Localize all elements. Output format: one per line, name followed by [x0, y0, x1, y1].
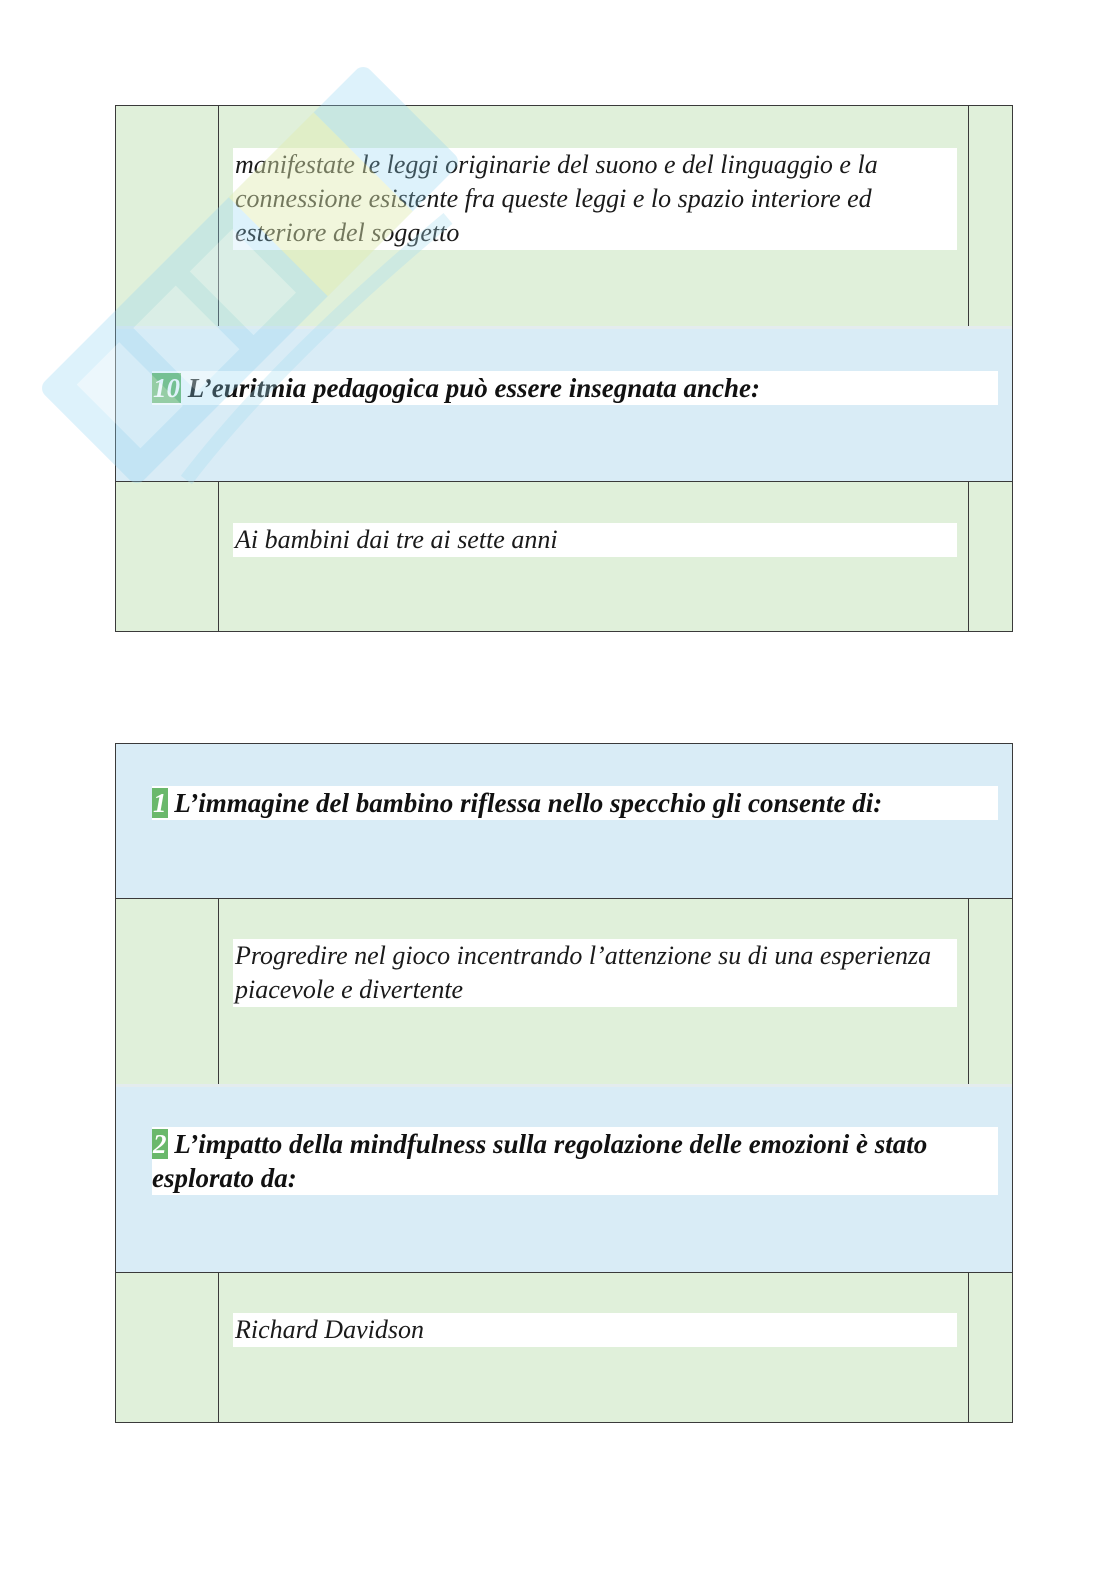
answer-text: Richard Davidson	[233, 1313, 957, 1347]
question-text	[152, 1127, 998, 1195]
answer-cell	[219, 106, 968, 326]
answer-left-cell	[116, 899, 219, 1084]
question-text	[152, 371, 998, 405]
answer-right-cell	[968, 899, 1012, 1084]
answer-right-cell	[968, 482, 1012, 631]
quiz-table-2	[115, 743, 1013, 1423]
question-row	[116, 1084, 1012, 1272]
question-number-badge: 2	[153, 1129, 167, 1159]
question-row	[116, 326, 1012, 481]
question-number-badge: 1	[153, 788, 167, 818]
question-number-badge: 10	[153, 373, 180, 403]
answer-left-cell	[116, 1273, 219, 1422]
answer-row	[116, 481, 1012, 631]
answer-cell	[219, 899, 968, 1084]
answer-left-cell	[116, 106, 219, 326]
answer-left-cell	[116, 482, 219, 631]
answer-text: Progredire nel gioco incentrando l’attenzione su di una esperienza piacevole e divertente	[233, 939, 957, 1007]
answer-text: manifestate le leggi originarie del suono e del linguaggio e la connessione esistente fra queste leggi e lo spazio interiore ed esteriore del soggetto	[233, 148, 957, 250]
question-label: L’euritmia pedagogica può essere insegnata anche:	[187, 373, 760, 403]
answer-cell	[219, 1273, 968, 1422]
answer-cell	[219, 482, 968, 631]
question-label: L’immagine del bambino riflessa nello specchio gli consente di:	[174, 788, 883, 818]
question-row	[116, 744, 1012, 898]
answer-row	[116, 898, 1012, 1084]
answer-text: Ai bambini dai tre ai sette anni	[233, 523, 957, 557]
question-label: L’impatto della mindfulness sulla regolazione delle emozioni è stato esplorato da:	[152, 1129, 928, 1193]
answer-right-cell	[968, 1273, 1012, 1422]
answer-right-cell	[968, 106, 1012, 326]
quiz-table-1	[115, 105, 1013, 632]
answer-row	[116, 1272, 1012, 1422]
answer-row	[116, 106, 1012, 326]
question-text	[152, 786, 998, 820]
